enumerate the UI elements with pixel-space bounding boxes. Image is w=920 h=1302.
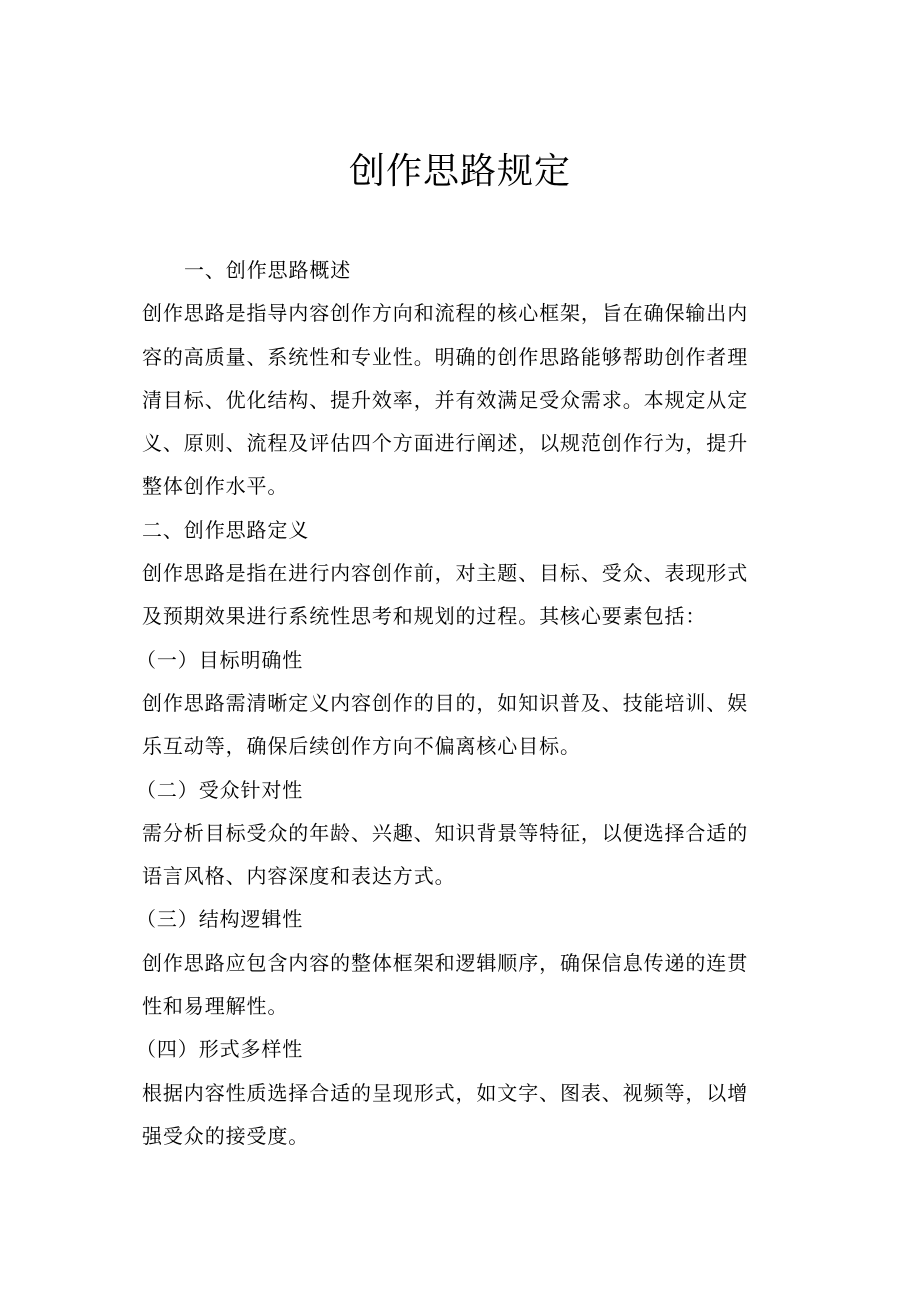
document-body	[136, 249, 782, 1158]
paragraph-line: 创作思路应包含内容的整体框架和逻辑顺序，确保信息传递的连贯	[142, 950, 749, 975]
subsection-heading-form: （四）形式多样性	[136, 1037, 304, 1062]
paragraph-line: 强受众的接受度。	[142, 1123, 310, 1148]
paragraph-line: 创作思路是指导内容创作方向和流程的核心框架，旨在确保输出内	[142, 301, 749, 326]
paragraph-line: 创作思路需清晰定义内容创作的目的，如知识普及、技能培训、娱	[142, 690, 749, 715]
paragraph-line: 语言风格、内容深度和表达方式。	[142, 864, 456, 889]
paragraph-line: 清目标、优化结构、提升效率，并有效满足受众需求。本规定从定	[142, 387, 749, 412]
paragraph-line: 容的高质量、系统性和专业性。明确的创作思路能够帮助创作者理	[142, 344, 749, 369]
section-heading-overview: 一、创作思路概述	[184, 258, 352, 282]
paragraph-line: 及预期效果进行系统性思考和规划的过程。其核心要素包括：	[142, 604, 707, 629]
paragraph-line: 性和易理解性。	[142, 994, 289, 1019]
subsection-heading-structure: （三）结构逻辑性	[136, 907, 304, 932]
paragraph-line: 整体创作水平。	[142, 474, 289, 499]
document-title: 创作思路规定	[348, 151, 571, 192]
section-heading-definition: 二、创作思路定义	[142, 517, 310, 542]
subsection-heading-goal: （一）目标明确性	[136, 647, 304, 672]
paragraph-line: 根据内容性质选择合适的呈现形式，如文字、图表、视频等，以增	[142, 1080, 749, 1105]
paragraph-line: 乐互动等，确保后续创作方向不偏离核心目标。	[142, 734, 581, 759]
paragraph-line: 义、原则、流程及评估四个方面进行阐述，以规范创作行为，提升	[142, 431, 749, 456]
subsection-heading-audience: （二）受众针对性	[136, 777, 304, 802]
paragraph-line: 需分析目标受众的年龄、兴趣、知识背景等特征，以便选择合适的	[142, 820, 749, 845]
paragraph-line: 创作思路是指在进行内容创作前，对主题、目标、受众、表现形式	[142, 561, 749, 586]
